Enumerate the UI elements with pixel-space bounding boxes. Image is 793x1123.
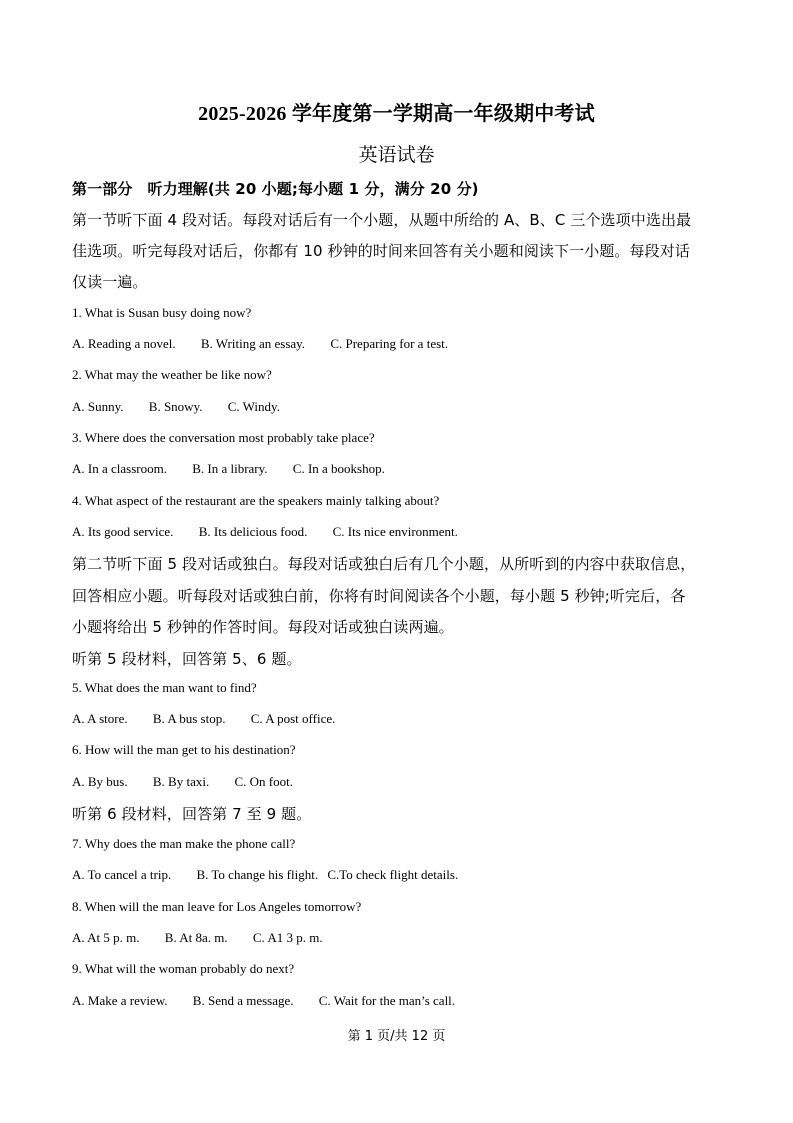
option-c: C. Preparing for a test. [330,336,449,351]
part1-heading: 第一部分 听力理解(共 20 小题;每小题 1 分，满分 20 分) [72,180,479,198]
question-2-options [72,399,732,415]
option-a: A. To cancel a trip. [72,867,172,882]
option-c: C. A post office. [250,711,336,726]
section2-intro-line-1: 第二节听下面 5 段对话或独白。每段对话或独白后有几个小题，从所听到的内容中获取信息， [72,555,696,573]
section1-intro-line-2: 佳选项。听完每段对话后，你都有 10 秒钟的时间来回答有关小题和阅读下一小题。每段对话 [72,242,690,260]
question-6-options [72,774,732,790]
option-a: A. At 5 p. m. [72,930,140,945]
question-3: 3. Where does the conversation most probably take place? [72,430,375,445]
option-a: A. Make a review. [72,993,168,1008]
option-b: B. To change his flight. [196,867,319,882]
option-b: B. Snowy. [148,399,203,414]
option-b: B. In a library. [192,461,268,476]
material-6-instruction: 听第 6 段材料，回答第 7 至 9 题。 [72,805,312,823]
question-5-options [72,711,732,727]
question-7-options [72,867,732,883]
option-a: A. In a classroom. [72,461,167,476]
option-b: B. A bus stop. [152,711,226,726]
option-b: B. Send a message. [192,993,294,1008]
option-c: C. A1 3 p. m. [252,930,323,945]
question-5: 5. What does the man want to find? [72,680,257,695]
option-b: B. At 8a. m. [164,930,228,945]
option-c: C. Wait for the man’s call. [318,993,456,1008]
question-4: 4. What aspect of the restaurant are the speakers mainly talking about? [72,493,440,508]
exam-subtitle: 英语试卷 [358,145,435,166]
question-8: 8. When will the man leave for Los Angeles tomorrow? [72,899,362,914]
option-c: C. Windy. [227,399,280,414]
question-1-options [72,336,732,352]
section2-intro-line-3: 小题将给出 5 秒钟的作答时间。每段对话或独白读两遍。 [72,618,454,636]
question-3-options [72,461,732,477]
option-a: A. Reading a novel. [72,336,176,351]
option-c: C. On foot. [234,774,293,789]
section1-intro-line-1: 第一节听下面 4 段对话。每段对话后有一个小题，从题中所给的 A、B、C 三个选项中选出最 [72,211,692,229]
option-c: C. In a bookshop. [292,461,385,476]
option-a: A. Its good service. [72,524,174,539]
question-6: 6. How will the man get to his destination? [72,742,296,757]
question-9: 9. What will the woman probably do next? [72,961,295,976]
page-number: 第 1 页/共 12 页 [347,1029,446,1044]
option-a: A. By bus. [72,774,128,789]
exam-title: 2025-2026 学年度第一学期高一年级期中考试 [198,103,595,125]
question-4-options [72,524,732,540]
option-b: B. Writing an essay. [200,336,306,351]
option-a: A. Sunny. [72,399,124,414]
question-2: 2. What may the weather be like now? [72,367,272,382]
option-c: C. Its nice environment. [332,524,458,539]
section2-intro-line-2: 回答相应小题。听每段对话或独白前，你将有时间阅读各个小题，每小题 5 秒钟;听完后，各 [72,587,686,605]
question-8-options [72,930,732,946]
option-b: B. By taxi. [152,774,210,789]
question-9-options [72,993,732,1009]
option-c: C.To check flight details. [327,867,459,882]
option-b: B. Its delicious food. [198,524,308,539]
question-1: 1. What is Susan busy doing now? [72,305,252,320]
option-a: A. A store. [72,711,128,726]
section1-intro-line-3: 仅读一遍。 [72,273,148,291]
material-5-instruction: 听第 5 段材料，回答第 5、6 题。 [72,650,302,668]
question-7: 7. Why does the man make the phone call? [72,836,296,851]
